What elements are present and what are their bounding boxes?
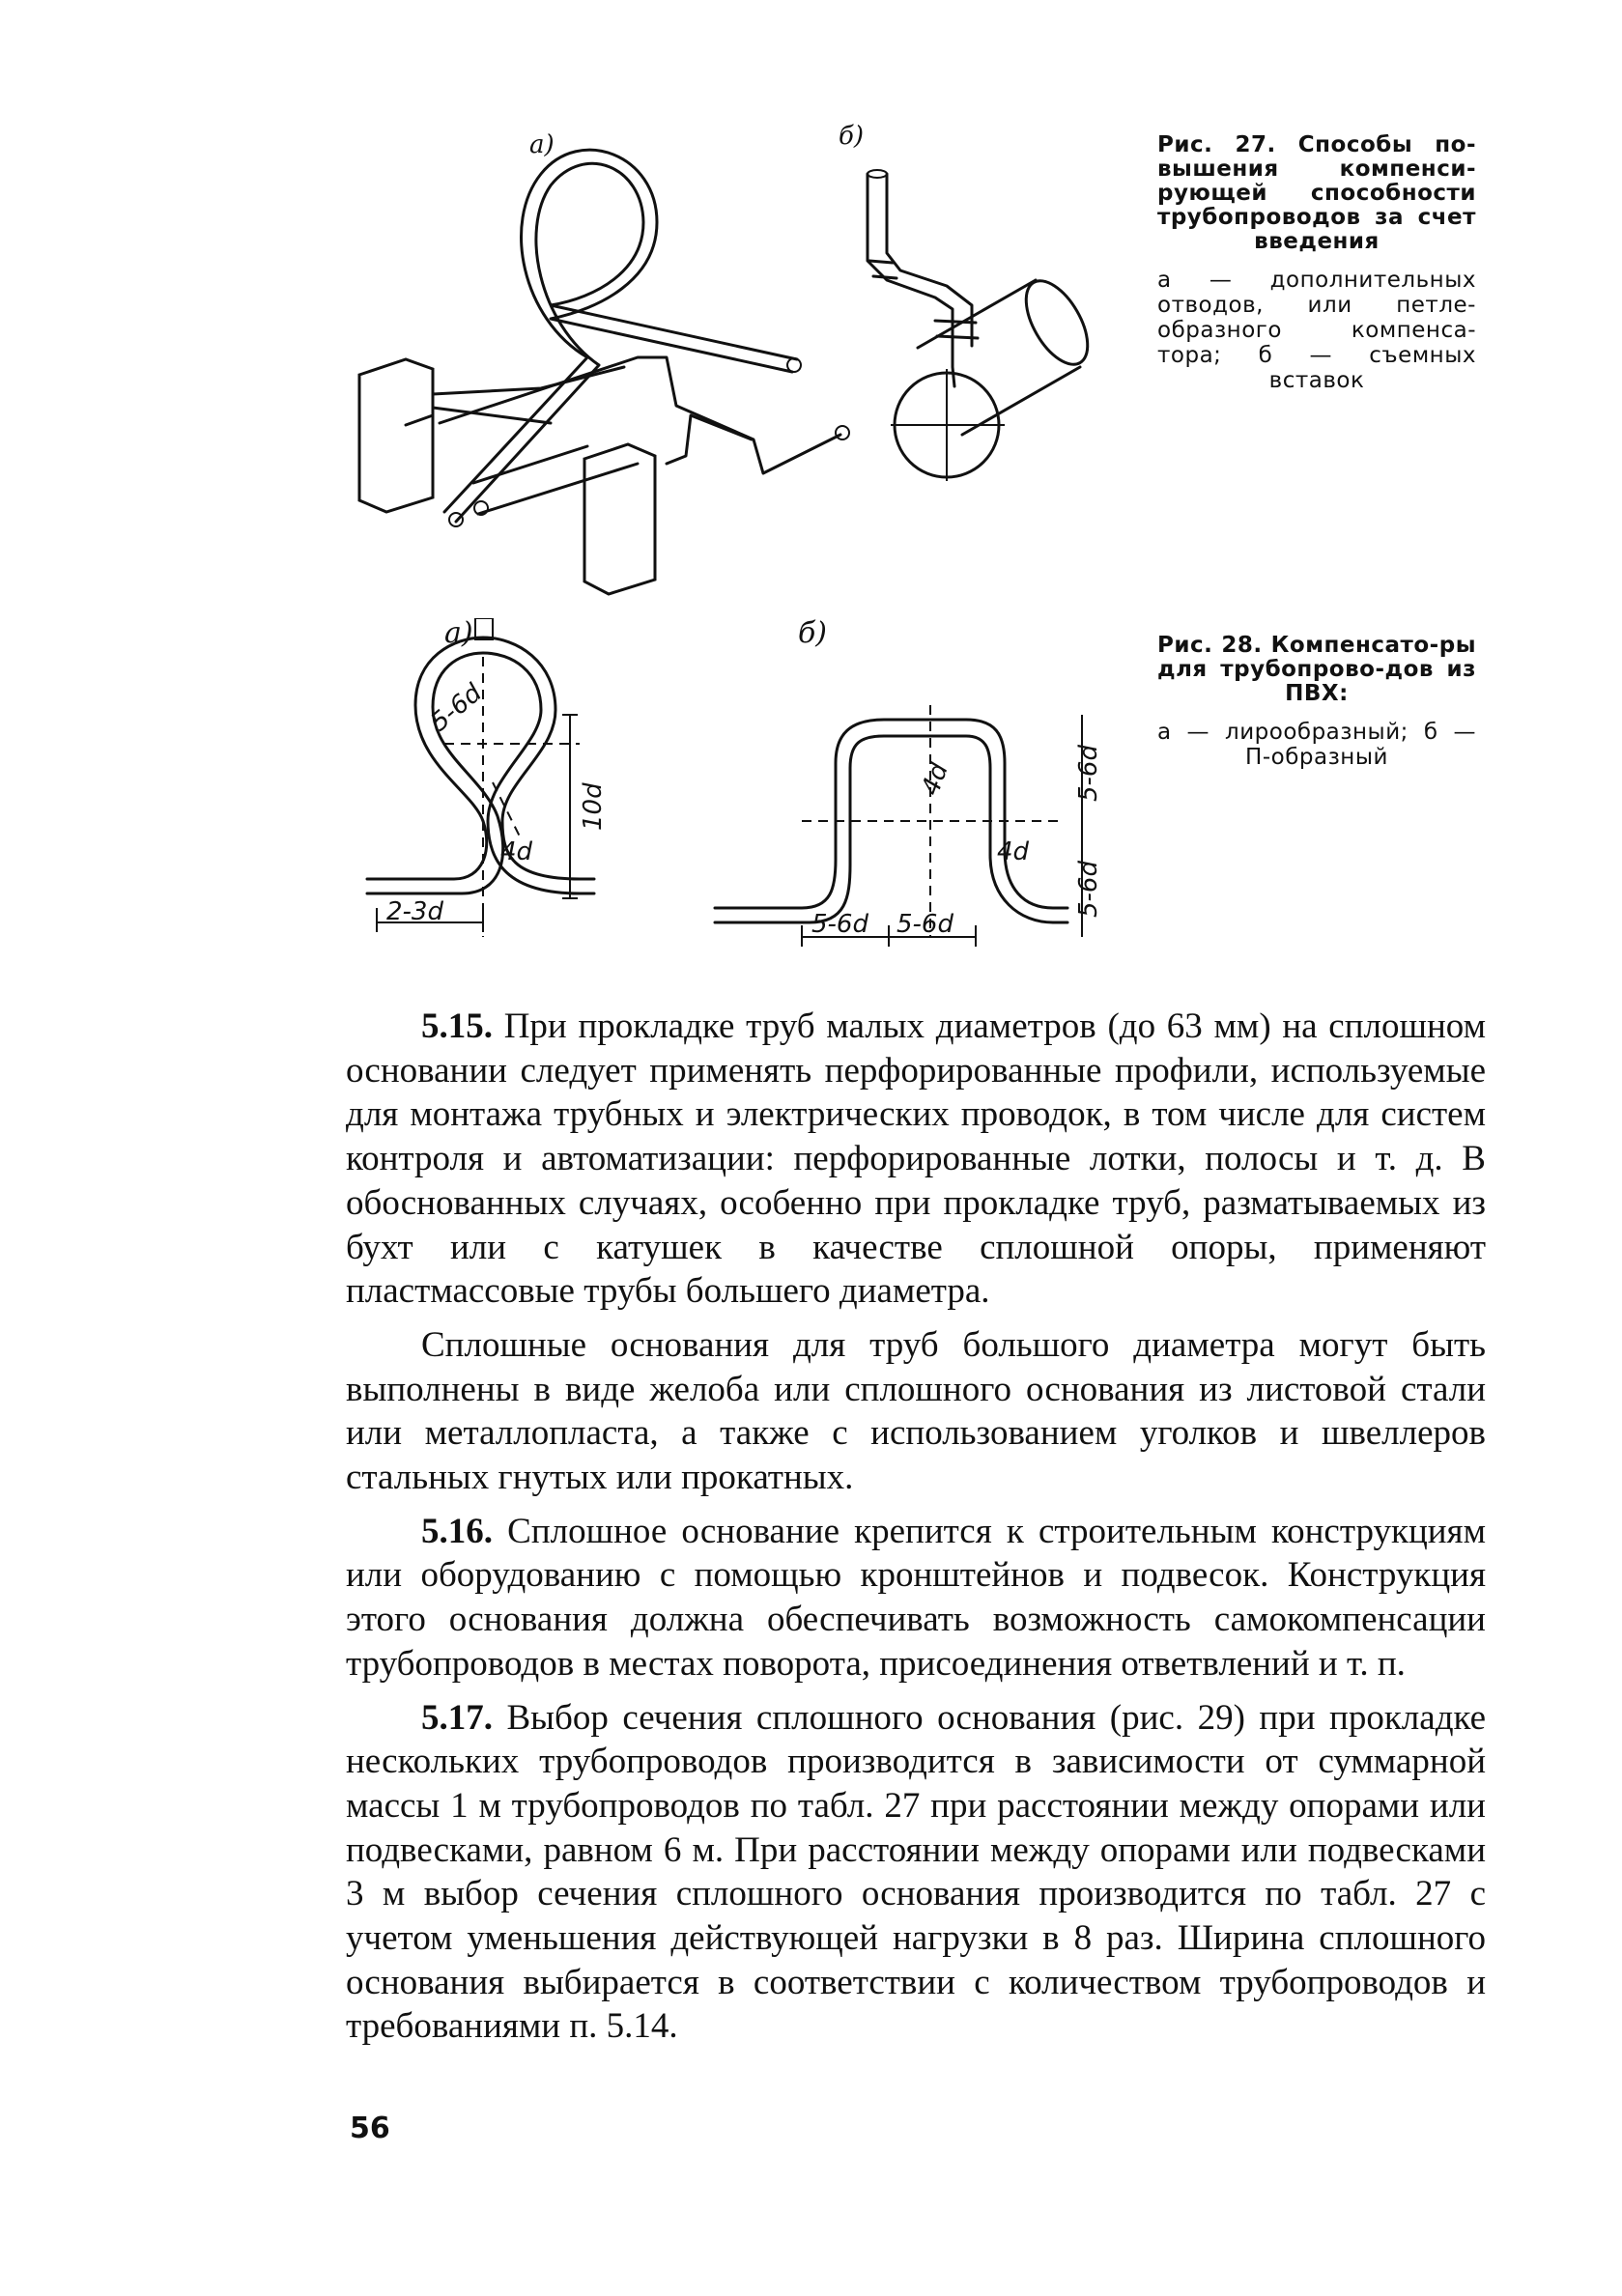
dim-b-bend-top: 4d xyxy=(916,759,954,800)
figure-28-label-b: б) xyxy=(798,616,828,650)
lyre-compensator xyxy=(367,638,594,879)
figure-28-caption xyxy=(1157,634,1476,770)
insert-pipe xyxy=(868,174,954,386)
clause-number: 5.16. xyxy=(421,1511,493,1551)
figure-28-drawing xyxy=(348,618,1121,947)
dim-a-height: 10d xyxy=(579,782,608,831)
figure-28-caption-legend: а — лирообразный; б — П-образный xyxy=(1157,720,1476,770)
clause-number: 5.17. xyxy=(421,1697,493,1738)
dim-b-left-width: 5-6d xyxy=(811,910,868,939)
page-number: 56 xyxy=(350,2112,390,2145)
paragraph-text: При прокладке труб малых диаметров (до 63 мм) на сплошном основании следует применять перфорированные профили, используемые для монтажа трубных и электрических проводок, в том числе для систем контроля и автоматизации: перфорированные лотки, полосы и т. д. В обоснованных случаях, особенно при прокладке труб, разматываемых из бухт или с катушек в качестве сплошной опоры, применяют пластмассовые трубы большего диаметра. xyxy=(346,1006,1486,1312)
u-compensator xyxy=(715,720,1067,908)
support-block-right xyxy=(584,444,655,594)
figure-27-label-b: б) xyxy=(839,122,865,151)
clause-number: 5.15. xyxy=(421,1006,493,1046)
dim-b-upper: 5-6d xyxy=(1074,745,1103,802)
figure-27-drawing xyxy=(348,116,1121,599)
paragraph-text: Выбор сечения сплошного основания (рис. 29) при прокладке нескольких трубопроводов производится в зависимости от суммарной массы 1 м трубопроводов по табл. 27 при расстоянии между опорами или подвесками, равном 6 м. При расстоянии между опорами или подвесками 3 м выбор сечения сплошного основания производится по табл. 27 с учетом уменьшения действующей нагрузки в 8 раз. Ширина сплошного основания выбирается в соответствии с количеством трубопроводов и требованиями п. 5.14. xyxy=(346,1697,1486,2047)
paragraph-5-15-cont xyxy=(346,1323,1486,1500)
dim-a-radius: 5-6d xyxy=(425,678,488,738)
figure-28-label-a: а) xyxy=(444,616,473,650)
figure-27-label-a: а) xyxy=(529,130,555,159)
paragraph-5-17 xyxy=(346,1696,1486,2050)
figure-28-caption-title: Рис. 28. Компенсато-ры для трубопрово-дов из ПВХ: xyxy=(1157,633,1476,706)
dim-b-bend-side: 4d xyxy=(997,837,1030,866)
support-block-left xyxy=(359,359,433,512)
dim-b-right-width: 5-6d xyxy=(896,910,953,939)
pipe-end xyxy=(787,358,801,372)
paragraph-text: Сплошное основание крепится к строительным конструкциям или оборудованию с помощью кронштейнов и подвесок. Конструкция этого основания должна обеспечивать возможность самокомпенсации трубопроводов в местах поворота, присоединения ответвлений и т. п. xyxy=(346,1511,1486,1684)
figure-27-svg xyxy=(348,116,1121,599)
dim-a-base: 2-3d xyxy=(386,897,443,926)
paragraph-5-15 xyxy=(346,1005,1486,1314)
paragraph-5-16 xyxy=(346,1510,1486,1687)
figure-27-caption-legend: а — дополнительных отводов, или петле-образного компенса-тора; б — съемных вставок xyxy=(1157,268,1476,393)
dim-b-lower: 5-6d xyxy=(1074,861,1103,918)
figure-28-svg xyxy=(348,618,1121,947)
paragraph-text: Сплошные основания для труб большого диаметра могут быть выполнены в виде желоба или сплошного основания из листовой стали или металлопласта, а также с использованием уголков и швеллеров стальных гнутых или прокатных. xyxy=(346,1324,1486,1498)
dim-a-bend: 4d xyxy=(500,837,533,866)
body-text xyxy=(346,1005,1486,2058)
figure-27-caption xyxy=(1157,133,1476,393)
figure-27-caption-title: Рис. 27. Способы по-вышения компенси-рующей способности трубопроводов за счет введения xyxy=(1157,132,1476,254)
